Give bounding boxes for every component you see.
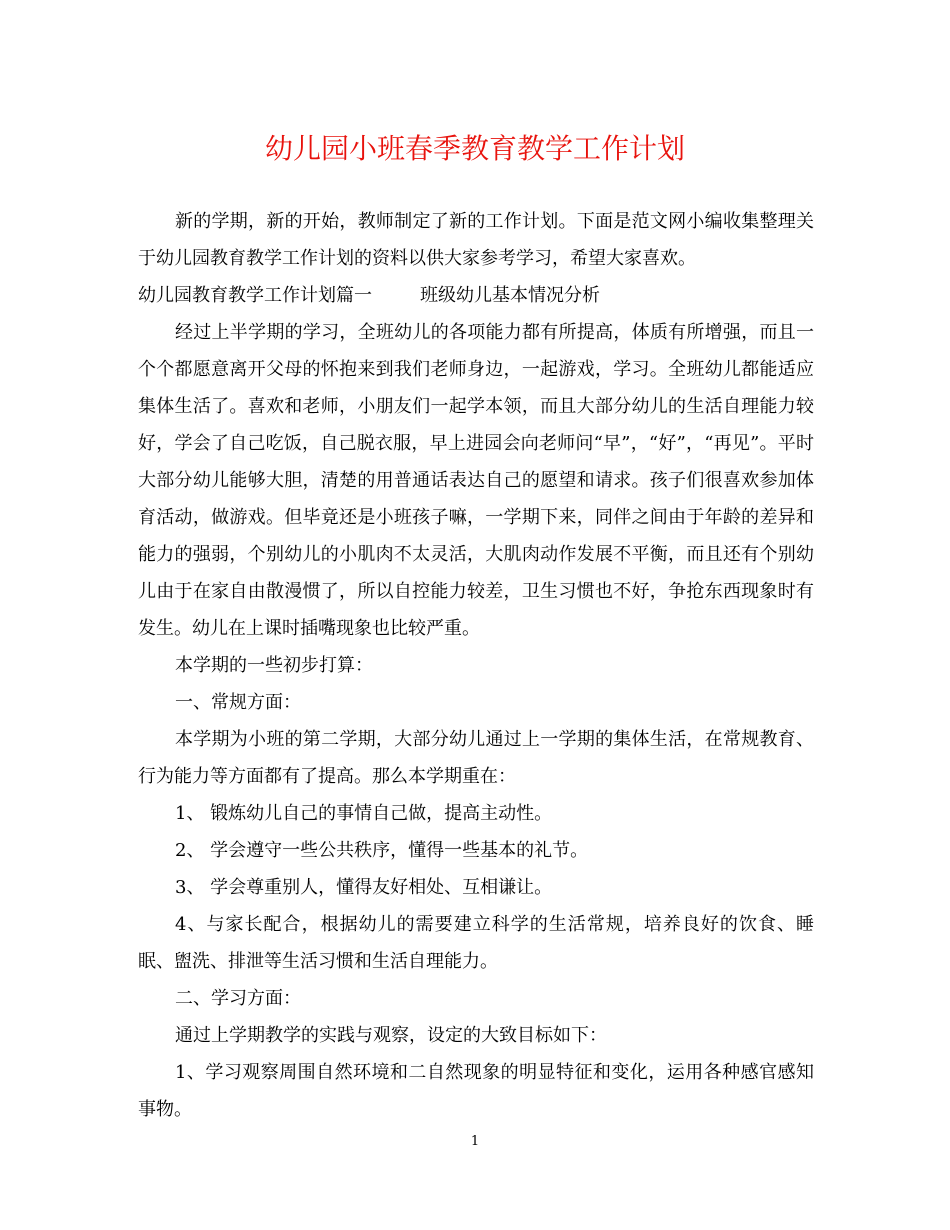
list-item-routine-4: 4、与家长配合，根据幼儿的需要建立科学的生活常规，培养良好的饮食、睡眠、盥洗、排泄等生活习惯和生活自理能力。 [138,914,814,972]
document-title: 幼儿园小班春季教育教学工作计划 [264,132,685,165]
heading-routine: 一、常规方面： [175,692,301,713]
intro-paragraph: 新的学期，新的开始，教师制定了新的工作计划。下面是范文网小编收集整理关于幼儿园教育教学工作计划的资料以供大家参考学习，希望大家喜欢。 [138,211,814,269]
paragraph-class-analysis: 经过上半学期的学习，全班幼儿的各项能力都有所提高，体质有所增强，而且一个个都愿意离开父母的怀抱来到我们老师身边，一起游戏，学习。全班幼儿都能适应集体生活了。喜欢和老师，小朋友们一起学本领，而且大部分幼儿的生活自理能力较好，学会了自己吃饭，自己脱衣服，早上进园会向老师问“早”，“好”，“再见”。平时大部分幼儿能够大胆，清楚的用普通话表达自己的愿望和请求。孩子们很喜欢参加体育活动，做游戏。但毕竟还是小班孩子嘛，一学期下来，同伴之间由于年龄的差异和能力的强弱，个别幼儿的小肌肉不太灵活，大肌肉动作发展不平衡，而且还有个别幼儿由于在家自由散漫惯了，所以自控能力较差，卫生习惯也不好，争抢东西现象时有发生。幼儿在上课时插嘴现象也比较严重。 [138,322,814,639]
heading-learning: 二、学习方面： [175,988,301,1009]
document-body [138,203,814,1128]
list-item-routine-3: 3、 学会尊重别人，懂得友好相处、互相谦让。 [175,877,553,898]
section-heading-subtitle: 班级幼儿基本情况分析 [420,285,600,306]
paragraph-learning: 通过上学期教学的实践与观察，设定的大致目标如下： [175,1025,607,1046]
paragraph-routine: 本学期为小班的第二学期，大部分幼儿通过上一学期的集体生活，在常规教育、行为能力等方面都有了提高。那么本学期重在： [138,729,814,787]
paragraph-plan-intro: 本学期的一些初步打算： [175,655,373,676]
section-heading-title: 幼儿园教育教学工作计划篇一 [138,285,372,306]
list-item-routine-1: 1、 锻炼幼儿自己的事情自己做，提高主动性。 [175,803,553,824]
list-item-learning-1: 1、学习观察周围自然环境和二自然现象的明显特征和变化，运用各种感官感知事物。 [138,1062,814,1120]
section-heading [138,277,814,314]
page-number: 1 [470,1134,480,1149]
list-item-routine-2: 2、 学会遵守一些公共秩序，懂得一些基本的礼节。 [175,840,589,861]
